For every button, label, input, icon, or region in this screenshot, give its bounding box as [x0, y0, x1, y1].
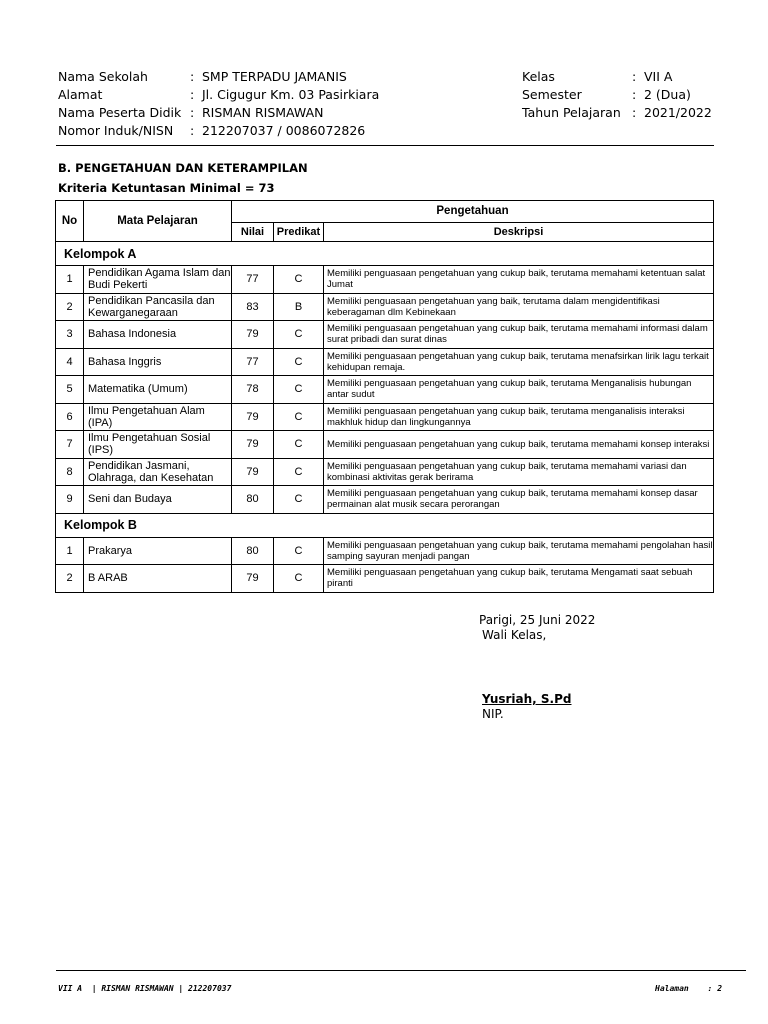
cell-score: 79: [232, 565, 274, 593]
header-score: Nilai: [232, 222, 274, 241]
cell-subject: Ilmu Pengetahuan Sosial (IPS): [84, 431, 232, 459]
cell-description: Memiliki penguasaan pengetahuan yang baik, terutama dalam mengidentifikasi keberagaman dlm Kebinekaan: [324, 293, 714, 321]
cell-no: 5: [56, 376, 84, 404]
info-row-class: [522, 68, 712, 86]
table-row: [56, 486, 714, 514]
info-separator: :: [190, 87, 195, 102]
signer-name: Yusriah, S.Pd: [482, 692, 572, 706]
header-divider: [56, 145, 714, 146]
info-separator: :: [190, 105, 195, 120]
cell-description: Memiliki penguasaan pengetahuan yang cukup baik, terutama memahami konsep interaksi: [324, 431, 714, 459]
info-row-school: [58, 68, 379, 86]
kkm-value: 73: [258, 181, 275, 195]
signer-nip: NIP.: [482, 707, 504, 721]
cell-description: Memiliki penguasaan pengetahuan yang cukup baik, terutama memahami konsep dasar permainan alat musik secara perorangan: [324, 486, 714, 514]
cell-no: 7: [56, 431, 84, 459]
cell-predicate: B: [274, 293, 324, 321]
info-row-student-name: [58, 104, 379, 122]
cell-subject: B ARAB: [84, 565, 232, 593]
info-separator: :: [190, 123, 195, 138]
cell-score: 80: [232, 537, 274, 565]
cell-score: 78: [232, 376, 274, 404]
cell-no: 3: [56, 321, 84, 349]
header-no: No: [56, 201, 84, 242]
info-value: 212207037 / 0086072826: [202, 123, 366, 138]
kkm-label: Kriteria Ketuntasan Minimal =: [58, 181, 255, 195]
info-row-address: [58, 86, 379, 104]
cell-score: 77: [232, 348, 274, 376]
cell-score: 80: [232, 486, 274, 514]
cell-subject: Prakarya: [84, 537, 232, 565]
table-row: [56, 293, 714, 321]
table-row: [56, 321, 714, 349]
cell-score: 83: [232, 293, 274, 321]
cell-subject: Bahasa Inggris: [84, 348, 232, 376]
cell-no: 6: [56, 403, 84, 431]
cell-score: 79: [232, 403, 274, 431]
cell-predicate: C: [274, 458, 324, 486]
cell-predicate: C: [274, 565, 324, 593]
info-separator: :: [632, 69, 637, 84]
cell-no: 2: [56, 565, 84, 593]
info-value: VII A: [644, 69, 673, 84]
cell-predicate: C: [274, 403, 324, 431]
info-separator: :: [190, 69, 195, 84]
info-value: RISMAN RISMAWAN: [202, 105, 324, 120]
cell-description: Memiliki penguasaan pengetahuan yang cukup baik, terutama memahami ketentuan salat Jumat: [324, 266, 714, 294]
cell-predicate: C: [274, 537, 324, 565]
group-row-b: [56, 513, 714, 537]
cell-description: Memiliki penguasaan pengetahuan yang cukup baik, terutama Menganalisis hubungan antar sudut: [324, 376, 714, 404]
grades-table: [55, 200, 714, 593]
info-row-nisn: [58, 122, 379, 140]
header-predicate: Predikat: [274, 222, 324, 241]
table-row: [56, 266, 714, 294]
header-subject: Mata Pelajaran: [84, 201, 232, 242]
info-separator: :: [632, 87, 637, 102]
footer-divider: [56, 970, 746, 971]
info-row-semester: [522, 86, 712, 104]
info-label: Semester: [522, 87, 582, 102]
info-label: Tahun Pelajaran: [522, 105, 621, 120]
info-label: Kelas: [522, 69, 555, 84]
page-number: 2: [717, 984, 723, 993]
kkm-line: [58, 181, 275, 195]
cell-subject: Matematika (Umum): [84, 376, 232, 404]
cell-no: 9: [56, 486, 84, 514]
group-name: Kelompok A: [56, 242, 714, 266]
cell-no: 1: [56, 266, 84, 294]
cell-no: 4: [56, 348, 84, 376]
cell-score: 79: [232, 458, 274, 486]
cell-predicate: C: [274, 266, 324, 294]
table-row: [56, 348, 714, 376]
cell-no: 1: [56, 537, 84, 565]
cell-predicate: C: [274, 348, 324, 376]
group-row-a: [56, 242, 714, 266]
cell-description: Memiliki penguasaan pengetahuan yang cukup baik, terutama menganalisis interaksi makhluk hidup dan lingkungannya: [324, 403, 714, 431]
cell-subject: Pendidikan Jasmani, Olahraga, dan Kesehatan: [84, 458, 232, 486]
info-separator: :: [632, 105, 637, 120]
cell-predicate: C: [274, 376, 324, 404]
group-name: Kelompok B: [56, 513, 714, 537]
header-description: Deskripsi: [324, 222, 714, 241]
header-knowledge: Pengetahuan: [232, 201, 714, 223]
cell-predicate: C: [274, 486, 324, 514]
signature-block: [479, 613, 595, 722]
page-separator: :: [707, 984, 713, 993]
info-label: Nama Peserta Didik: [58, 105, 182, 120]
info-label: Alamat: [58, 87, 103, 102]
table-row: [56, 537, 714, 565]
table-row: [56, 403, 714, 431]
footer-left: VII A | RISMAN RISMAWAN | 212207037: [58, 984, 232, 993]
cell-description: Memiliki penguasaan pengetahuan yang cukup baik, terutama menafsirkan lirik lagu terkait kehidupan remaja.: [324, 348, 714, 376]
table-row: [56, 376, 714, 404]
cell-subject: Seni dan Budaya: [84, 486, 232, 514]
table-row: [56, 565, 714, 593]
info-value: 2021/2022: [644, 105, 712, 120]
cell-no: 2: [56, 293, 84, 321]
cell-score: 79: [232, 321, 274, 349]
page-label: Halaman: [655, 984, 689, 993]
place-date: Parigi, 25 Juni 2022: [479, 613, 596, 627]
cell-description: Memiliki penguasaan pengetahuan yang cukup baik, terutama memahami informasi dalam surat pribadi dan surat dinas: [324, 321, 714, 349]
cell-description: Memiliki penguasaan pengetahuan yang cukup baik, terutama memahami pengolahan hasil samping sayuran menjadi pangan: [324, 537, 714, 565]
table-row: [56, 431, 714, 459]
cell-subject: Pendidikan Agama Islam dan Budi Pekerti: [84, 266, 232, 294]
footer-page: [655, 984, 722, 993]
cell-predicate: C: [274, 321, 324, 349]
info-value: SMP TERPADU JAMANIS: [202, 69, 347, 84]
cell-score: 79: [232, 431, 274, 459]
cell-subject: Bahasa Indonesia: [84, 321, 232, 349]
cell-subject: Ilmu Pengetahuan Alam (IPA): [84, 403, 232, 431]
info-value: Jl. Cigugur Km. 03 Pasirkiara: [202, 87, 380, 102]
info-label: Nama Sekolah: [58, 69, 148, 84]
signer-role: Wali Kelas,: [482, 628, 547, 642]
info-label: Nomor Induk/NISN: [58, 123, 174, 138]
info-value: 2 (Dua): [644, 87, 691, 102]
cell-description: Memiliki penguasaan pengetahuan yang cukup baik, terutama Mengamati saat sebuah piranti: [324, 565, 714, 593]
cell-score: 77: [232, 266, 274, 294]
student-info-left: [58, 68, 379, 140]
table-row: [56, 458, 714, 486]
info-row-year: [522, 104, 712, 122]
section-title: B. PENGETAHUAN DAN KETERAMPILAN: [58, 161, 308, 175]
student-info-right: [522, 68, 712, 122]
cell-predicate: C: [274, 431, 324, 459]
cell-subject: Pendidikan Pancasila dan Kewarganegaraan: [84, 293, 232, 321]
cell-description: Memiliki penguasaan pengetahuan yang cukup baik, terutama memahami variasi dan kombinasi aktivitas gerak berirama: [324, 458, 714, 486]
cell-no: 8: [56, 458, 84, 486]
